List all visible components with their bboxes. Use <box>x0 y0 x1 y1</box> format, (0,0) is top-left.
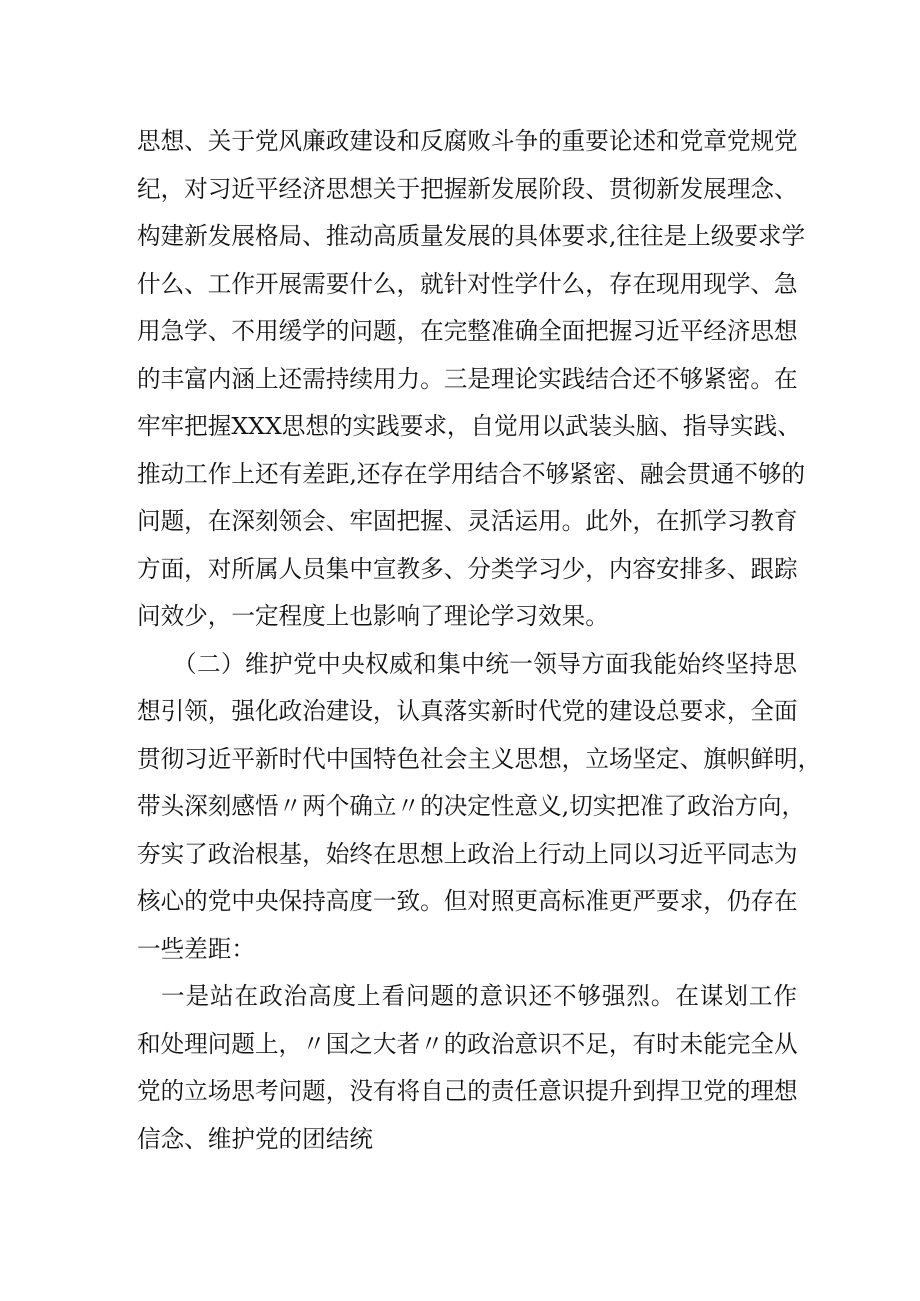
text-line: 牢牢把握XXX思想的实践要求，自觉用以武装头脑、指导实践、 <box>137 412 801 440</box>
document-body <box>137 118 822 1163</box>
text-line: 思想、关于党风廉政建设和反腐败斗争的重要论述和党章党规党 <box>137 127 798 155</box>
text-line: 想引领，强化政治建设，认真落实新时代党的建设总要求，全面 <box>137 697 798 725</box>
text-line: 贯彻习近平新时代中国特色社会主义思想，立场坚定、旗帜鲜明， <box>137 744 822 773</box>
text-line: 构建新发展格局、推动高质量发展的具体要求,往往是上级要求学 <box>137 222 806 250</box>
text-line: 方面，对所属人员集中宣教多、分类学习少，内容安排多、跟踪 <box>137 554 798 583</box>
text-line: 的丰富内涵上还需持续用力。三是理论实践结合还不够紧密。在 <box>137 364 798 393</box>
text-line: 用急学、不用缓学的问题，在完整准确全面把握习近平经济思想 <box>137 317 798 345</box>
text-line: 党的立场思考问题，没有将自己的责任意识提升到捍卫党的理想 <box>137 1077 798 1105</box>
paragraph-start-line: 一是站在政治高度上看问题的意识还不够强烈。在谋划工作 <box>161 982 797 1010</box>
text-line: 核心的党中央保持高度一致。但对照更高标准更严要求，仍存在 <box>137 887 798 915</box>
text-line: 夯实了政治根基，始终在思想上政治上行动上同以习近平同志为 <box>137 839 798 868</box>
text-line: 纪，对习近平经济思想关于把握新发展阶段、贯彻新发展理念、 <box>137 174 798 203</box>
text-line: 带头深刻感悟〃两个确立〃的决定性意义,切实把准了政治方向， <box>137 792 806 820</box>
text-line-paragraph-end: 一些差距： <box>137 934 255 963</box>
text-line: 什么、工作开展需要什么，就针对性学什么，存在现用现学、急 <box>137 269 798 298</box>
text-line: 推动工作上还有差距,还存在学用结合不够紧密、融会贯通不够的 <box>137 459 806 488</box>
text-line: 和处理问题上，〃国之大者〃的政治意识不足，有时未能完全从 <box>137 1029 798 1058</box>
text-line-paragraph-end: 信念、维护党的团结统 <box>137 1124 373 1153</box>
text-line: 问题，在深刻领会、牢固把握、灵活运用。此外，在抓学习教育 <box>137 507 798 535</box>
text-line-paragraph-end: 问效少，一定程度上也影响了理论学习效果。 <box>137 602 609 630</box>
section-heading-line: （二）维护党中央权威和集中统一领导方面我能始终坚持思 <box>173 649 797 678</box>
